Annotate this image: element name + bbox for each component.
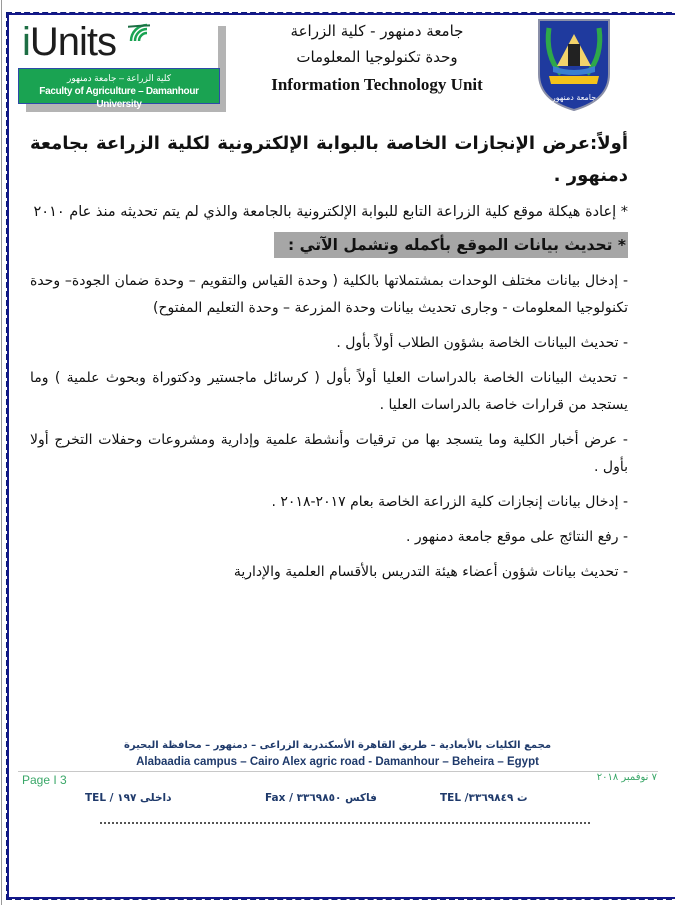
letterhead-title — [232, 18, 522, 100]
intro-paragraph: * إعادة هيكلة موقع كلية الزراعة التابع للبوابة الإلكترونية بالجامعة والذي لم يتم تحديثه منذ عام ٢٠١٠ — [33, 204, 628, 220]
footer-dashed-separator — [100, 822, 590, 824]
logo-wordmark-prefix: i — [22, 20, 30, 64]
list-item: - عرض أخبار الكلية وما يتسجد بها من ترقيات وأنشطة علمية وإدارية ومشروعات وحفلات التخرج أولا بأول . — [30, 432, 628, 475]
logo-band-arabic: كلية الزراعة – جامعة دمنهور — [66, 73, 172, 83]
page-number: Page I 3 — [22, 773, 67, 787]
list-item: - تحديث بيانات شؤون أعضاء هيئة التدريس بالأقسام العلمية والإدارية — [233, 564, 628, 580]
list-item: - تحديث البيانات الخاصة بشؤون الطلاب أولاً بأول . — [336, 335, 628, 351]
footer-address-english: Alabaadia campus – Cairo Alex agric road - Damanhour – Beheira – Egypt — [136, 756, 539, 768]
list-item: - رفع النتائج على موقع جامعة دمنهور . — [406, 529, 628, 545]
seal-text: جامعة دمنهور — [551, 93, 597, 102]
logo-wordmark — [22, 20, 116, 65]
page-edge — [1, 0, 2, 905]
university-seal — [535, 16, 613, 112]
logo-wordmark-rest: Units — [29, 20, 117, 64]
separator-text — [100, 814, 590, 815]
itunits-logo — [18, 18, 218, 112]
footer-rule — [18, 771, 658, 772]
title-unit-arabic: وحدة تكنولوجيا المعلومات — [296, 48, 458, 66]
footer-tel: TEL /ت ٣٣٦٩٨٤٩ — [440, 792, 528, 804]
document-body — [30, 128, 628, 594]
logo-card — [18, 18, 218, 110]
section-heading: أولاً:عرض الإنجازات الخاصة بالبوابة الإلكترونية لكلية الزراعة بجامعة دمنهور . — [30, 133, 628, 186]
footer-fax: Fax / فاكس ٣٣٦٩٨٥٠ — [265, 792, 377, 804]
subheading-wrap — [30, 232, 628, 258]
document-date: ٧ نوفمبر ٢٠١٨ — [596, 772, 657, 783]
wifi-icon — [128, 22, 150, 44]
title-unit-english: Information Technology Unit — [271, 75, 483, 94]
title-university-faculty: جامعة دمنهور - كلية الزراعة — [290, 22, 464, 40]
footer-address-arabic: مجمع الكليات بالأبعادية – طريق القاهرة الأسكندرية الزراعى – دمنهور – محافظة البحيرة — [123, 740, 552, 751]
list-item: - إدخال بيانات مختلف الوحدات بمشتملاتها بالكلية ( وحدة القياس والتقويم – وحدة ضمان الجودة– وحدة تكنولوجيا المعلومات - وجارى تحديث بيانات وحدة المزرعة – وحدة التعليم المفتوح) — [30, 273, 628, 316]
logo-band-english: Faculty of Agriculture – Damanhour University — [39, 86, 199, 110]
list-item: - تحديث البيانات الخاصة بالدراسات العليا أولاً بأول ( كرسائل ماجستير ودكتوراة وبحوث علمية ) وما يستجد من قرارات خاصة بالدراسات العليا . — [30, 370, 628, 413]
highlighted-subheading: * تحديث بيانات الموقع بأكمله وتشمل الآتي : — [274, 232, 628, 258]
logo-band — [18, 68, 220, 110]
list-item: - إدخال بيانات إنجازات كلية الزراعة الخاصة بعام ٢٠١٧-٢٠١٨ . — [271, 494, 628, 510]
footer-extension: TEL / داخلى ١٩٧ — [85, 792, 172, 804]
